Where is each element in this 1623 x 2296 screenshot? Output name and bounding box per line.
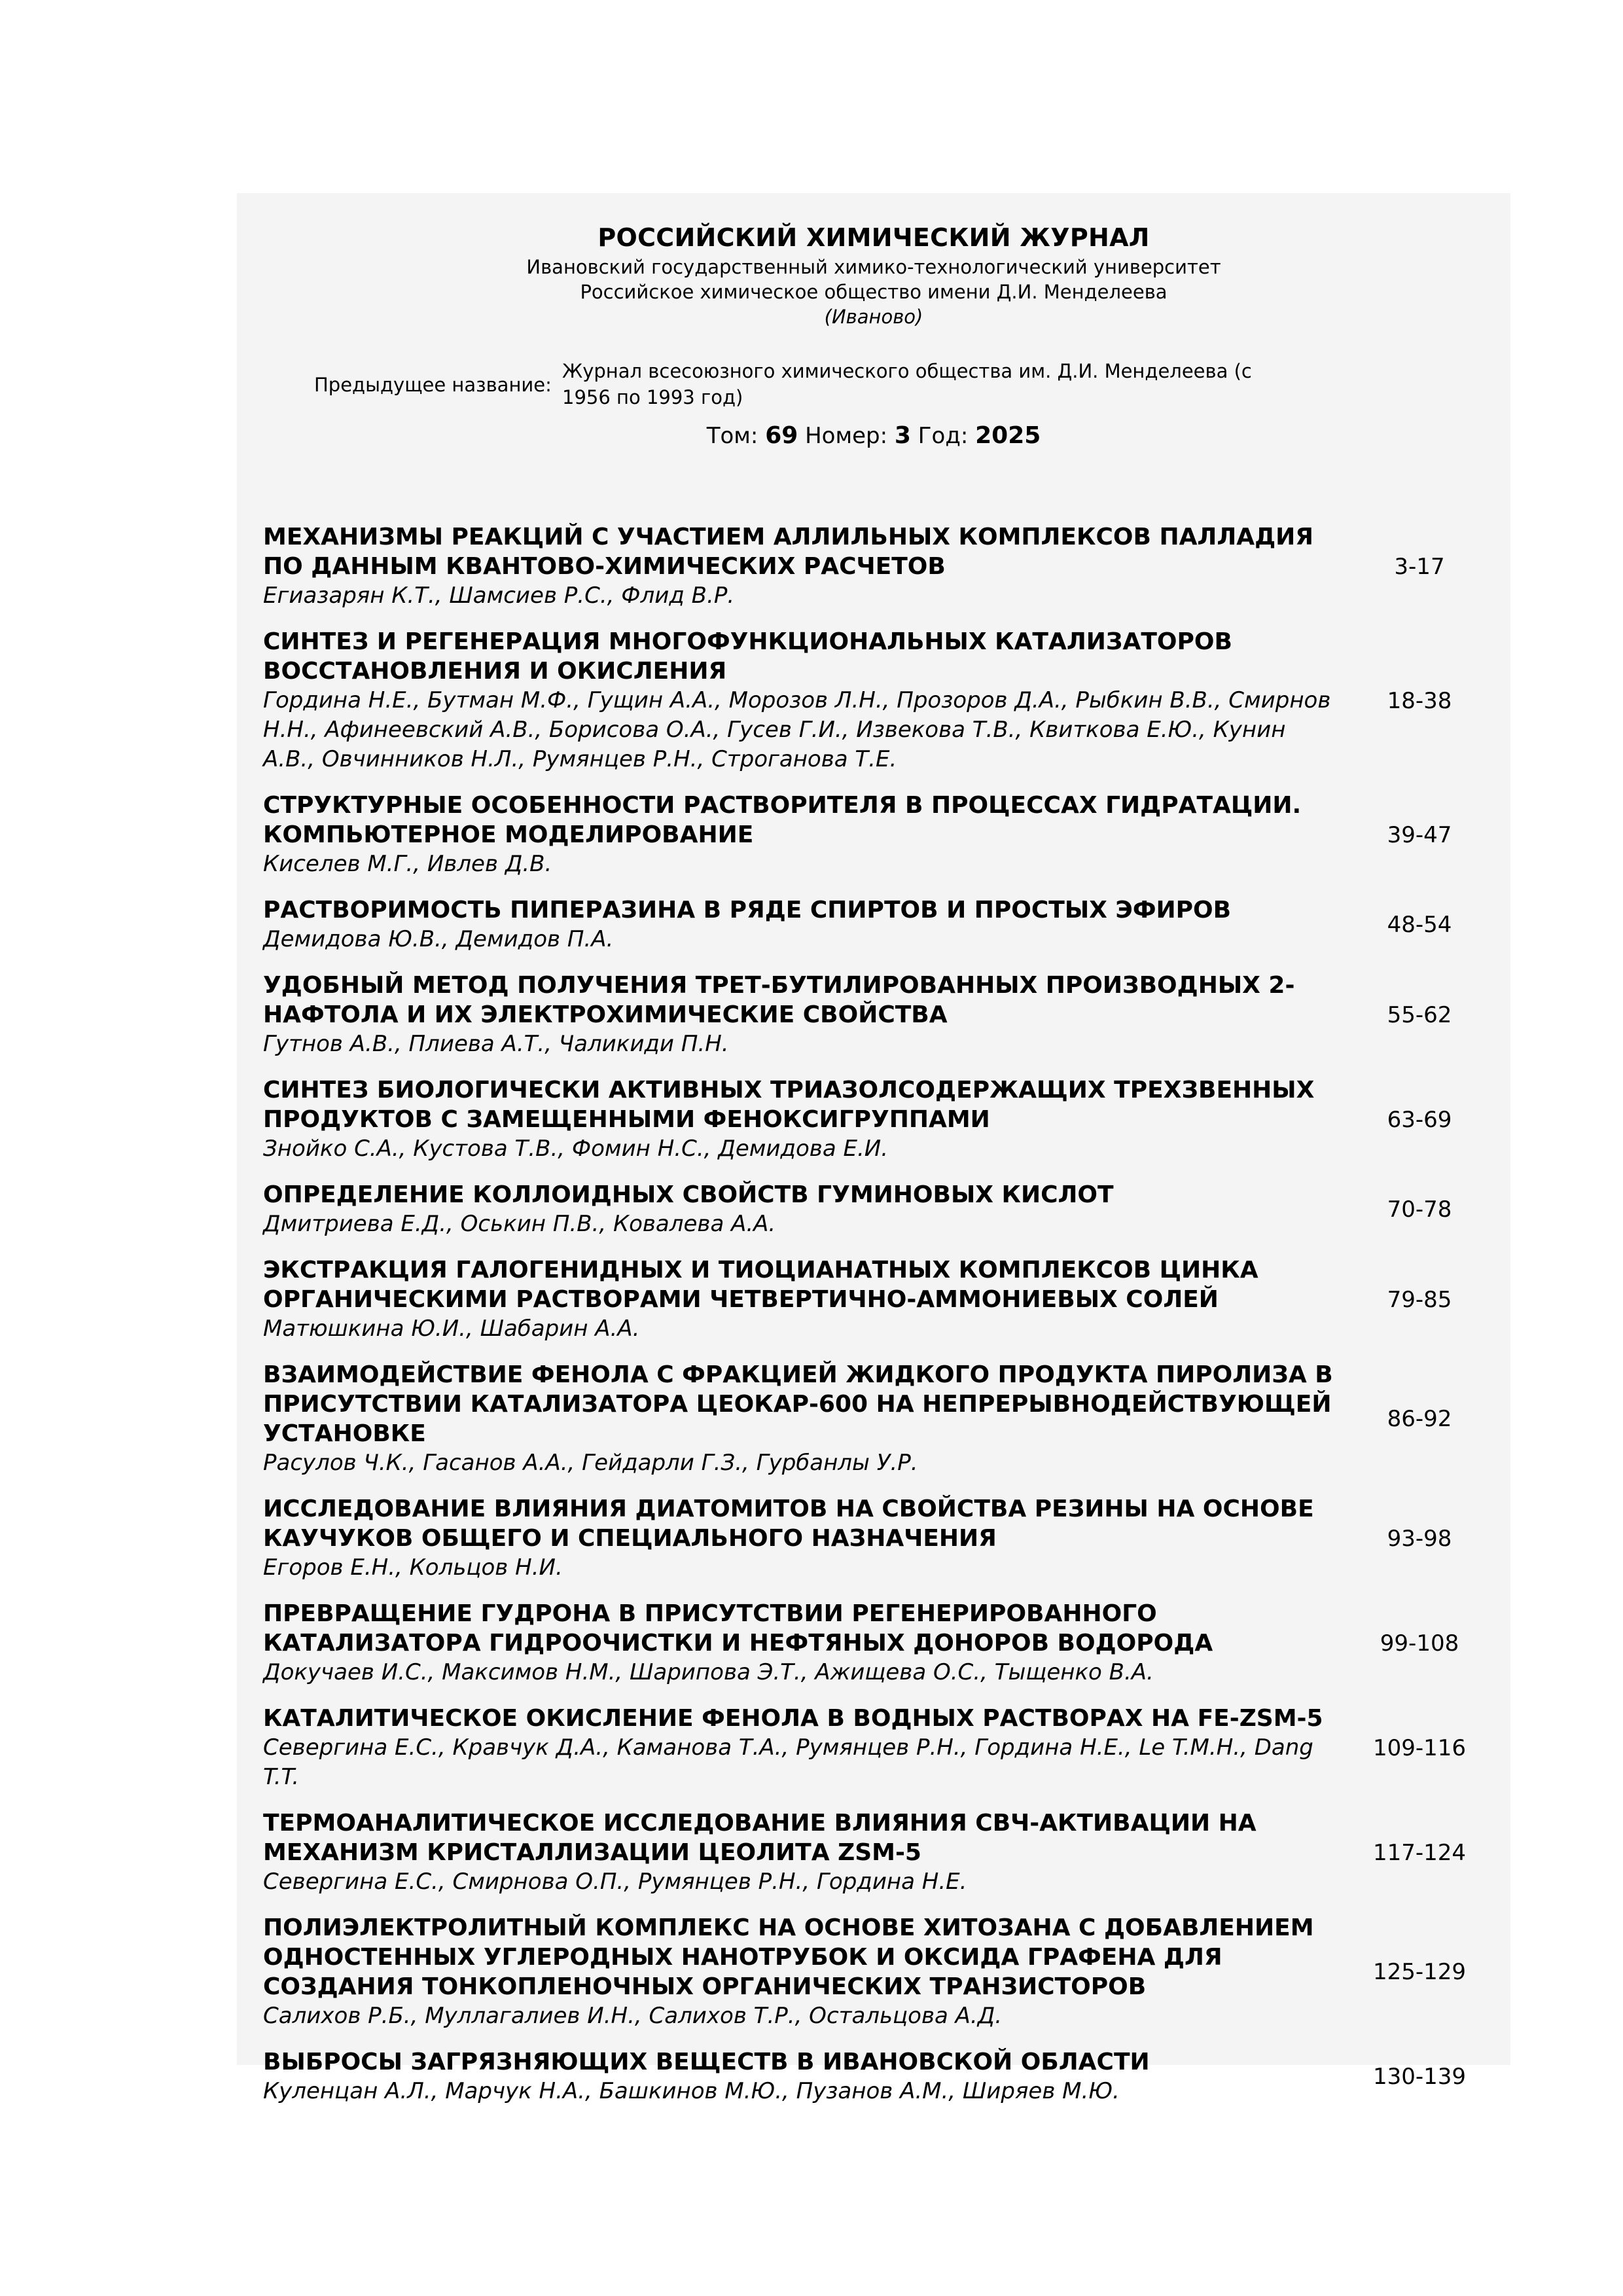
article-pages: 39-47 [1387, 821, 1452, 848]
toc-entry [263, 791, 1493, 879]
article-pages: 93-98 [1387, 1525, 1452, 1552]
toc-entry [263, 2047, 1493, 2106]
toc-entry [263, 895, 1493, 954]
article-authors: Севергина Е.С., Смирнова О.П., Румянцев Р.Н., Гордина Н.Е. [263, 1869, 967, 1895]
toc-entry-text [263, 791, 1336, 879]
article-authors: Дмитриева Е.Д., Оськин П.В., Ковалева А.А. [263, 1211, 776, 1237]
article-title[interactable]: ИССЛЕДОВАНИЕ ВЛИЯНИЯ ДИАТОМИТОВ НА СВОЙСТВА РЕЗИНЫ НА ОСНОВЕ КАУЧУКОВ ОБЩЕГО И СПЕЦИАЛЬНОГО НАЗНАЧЕНИЯ [263, 1496, 1314, 1552]
article-title[interactable]: КАТАЛИТИЧЕСКОЕ ОКИСЛЕНИЕ ФЕНОЛА В ВОДНЫХ РАСТВОРАХ НА FE-ZSM-5 [263, 1705, 1323, 1732]
article-authors: Гутнов А.В., Плиева А.Т., Чаликиди П.Н. [263, 1031, 729, 1057]
article-pages: 86-92 [1387, 1406, 1452, 1432]
publisher-university: Ивановский государственный химико-технологический университет [526, 256, 1221, 278]
article-title[interactable]: ЭКСТРАКЦИЯ ГАЛОГЕНИДНЫХ И ТИОЦИАНАТНЫХ КОМПЛЕКСОВ ЦИНКА ОРГАНИЧЕСКИМИ РАСТВОРАМИ ЧЕТВЕРТИЧНО-АММОНИЕВЫХ СОЛЕЙ [263, 1257, 1258, 1313]
volume-value: 69 [765, 422, 798, 449]
toc-entry-text [263, 895, 1336, 954]
article-title[interactable]: МЕХАНИЗМЫ РЕАКЦИЙ С УЧАСТИЕМ АЛЛИЛЬНЫХ КОМПЛЕКСОВ ПАЛЛАДИЯ ПО ДАННЫМ КВАНТОВО-ХИМИЧЕСКИХ РАСЧЕТОВ [263, 524, 1314, 580]
article-title[interactable]: ПОЛИЭЛЕКТРОЛИТНЫЙ КОМПЛЕКС НА ОСНОВЕ ХИТОЗАНА С ДОБАВЛЕНИЕМ ОДНОСТЕННЫХ УГЛЕРОДНЫХ НАНОТРУБОК И ОКСИДА ГРАФЕНА ДЛЯ СОЗДАНИЯ ТОНКОПЛЕНОЧНЫХ ОРГАНИЧЕСКИХ ТРАНЗИСТОРОВ [263, 1914, 1314, 2000]
number-label: Номер: [805, 423, 888, 449]
toc-entry-text [263, 1075, 1336, 1164]
issue-info [237, 422, 1510, 449]
toc-entry-text [263, 1494, 1336, 1583]
article-pages: 109-116 [1372, 1734, 1467, 1761]
publisher-society: Российское химическое общество имени Д.И. Менделеева [580, 281, 1168, 303]
publisher-city: (Иваново) [824, 306, 923, 328]
toc-entry-text [263, 971, 1336, 1059]
article-authors: Куленцан А.Л., Марчук Н.А., Башкинов М.Ю., Пузанов А.М., Ширяев М.Ю. [263, 2078, 1120, 2104]
article-pages: 63-69 [1387, 1106, 1452, 1133]
article-authors: Демидова Ю.В., Демидов П.А. [263, 926, 614, 952]
toc-entry [263, 971, 1493, 1059]
article-pages: 55-62 [1387, 1001, 1452, 1028]
toc-entry-text [263, 522, 1336, 611]
toc-entry [263, 1075, 1493, 1164]
number-value: 3 [894, 422, 911, 449]
article-pages: 79-85 [1387, 1286, 1452, 1313]
article-authors: Расулов Ч.К., Гасанов А.А., Гейдарли Г.З., Гурбанлы У.Р. [263, 1450, 918, 1476]
toc-entry [263, 1704, 1493, 1792]
toc-entry [263, 1360, 1493, 1478]
toc-entry-text [263, 1360, 1336, 1478]
article-authors: Матюшкина Ю.И., Шабарин А.А. [263, 1316, 640, 1342]
article-title[interactable]: ОПРЕДЕЛЕНИЕ КОЛЛОИДНЫХ СВОЙСТВ ГУМИНОВЫХ КИСЛОТ [263, 1181, 1114, 1208]
toc-entry [263, 1255, 1493, 1344]
article-authors: Салихов Р.Б., Муллагалиев И.Н., Салихов Т.Р., Остальцова А.Д. [263, 2003, 1003, 2029]
article-pages: 117-124 [1372, 1839, 1467, 1866]
table-of-contents [263, 522, 1493, 2123]
previous-name-value: Журнал всесоюзного химического общества им. Д.И. Менделеева (с 1956 по 1993 год) [562, 360, 1252, 408]
toc-entry [263, 1913, 1493, 2031]
article-pages: 18-38 [1387, 687, 1452, 714]
article-authors: Докучаев И.С., Максимов Н.М., Шарипова Э.Т., Ажищева О.С., Тыщенко В.А. [263, 1659, 1154, 1685]
year-value: 2025 [975, 422, 1041, 449]
article-authors: Егоров Е.Н., Кольцов Н.И. [263, 1554, 563, 1581]
article-pages: 99-108 [1380, 1630, 1459, 1657]
journal-panel [237, 193, 1510, 2104]
toc-entry [263, 1180, 1493, 1239]
toc-entry [263, 1494, 1493, 1583]
article-authors: Киселев М.Г., Ивлев Д.В. [263, 851, 552, 877]
toc-entry-text [263, 627, 1336, 774]
article-pages: 3-17 [1394, 553, 1445, 580]
toc-entry [263, 627, 1493, 774]
article-title[interactable]: ТЕРМОАНАЛИТИЧЕСКОЕ ИССЛЕДОВАНИЕ ВЛИЯНИЯ СВЧ-АКТИВАЦИИ НА МЕХАНИЗМ КРИСТАЛЛИЗАЦИИ ЦЕОЛИТА ZSM-5 [263, 1810, 1257, 1866]
volume-label: Том: [706, 423, 758, 449]
article-authors: Егиазарян К.Т., Шамсиев Р.С., Флид В.Р. [263, 583, 735, 609]
toc-entry [263, 522, 1493, 611]
article-title[interactable]: СТРУКТУРНЫЕ ОСОБЕННОСТИ РАСТВОРИТЕЛЯ В ПРОЦЕССАХ ГИДРАТАЦИИ. КОМПЬЮТЕРНОЕ МОДЕЛИРОВАНИЕ [263, 792, 1302, 848]
previous-name-label: Предыдущее название: [314, 374, 552, 396]
article-authors: Севергина Е.С., Кравчук Д.А., Каманова Т.А., Румянцев Р.Н., Гордина Н.Е., Le T.M.H., Dang T.T. [263, 1734, 1313, 1790]
article-pages: 70-78 [1387, 1196, 1452, 1223]
article-title[interactable]: УДОБНЫЙ МЕТОД ПОЛУЧЕНИЯ ТРЕТ-БУТИЛИРОВАННЫХ ПРОИЗВОДНЫХ 2-НАФТОЛА И ИХ ЭЛЕКТРОХИМИЧЕСКИЕ СВОЙСТВА [263, 972, 1295, 1028]
toc-entry-text [263, 1599, 1336, 1687]
article-title[interactable]: ВЫБРОСЫ ЗАГРЯЗНЯЮЩИХ ВЕЩЕСТВ В ИВАНОВСКОЙ ОБЛАСТИ [263, 2049, 1150, 2075]
article-title[interactable]: ПРЕВРАЩЕНИЕ ГУДРОНА В ПРИСУТСТВИИ РЕГЕНЕРИРОВАННОГО КАТАЛИЗАТОРА ГИДРООЧИСТКИ И НЕФТЯНЫХ ДОНОРОВ ВОДОРОДА [263, 1600, 1213, 1657]
article-title[interactable]: СИНТЕЗ БИОЛОГИЧЕСКИ АКТИВНЫХ ТРИАЗОЛСОДЕРЖАЩИХ ТРЕХЗВЕННЫХ ПРОДУКТОВ С ЗАМЕЩЕННЫМИ ФЕНОКСИГРУППАМИ [263, 1077, 1315, 1133]
article-title[interactable]: СИНТЕЗ И РЕГЕНЕРАЦИЯ МНОГОФУНКЦИОНАЛЬНЫХ КАТАЛИЗАТОРОВ ВОССТАНОВЛЕНИЯ И ОКИСЛЕНИЯ [263, 628, 1232, 685]
article-authors: Знойко С.А., Кустова Т.В., Фомин Н.С., Демидова Е.И. [263, 1136, 889, 1162]
article-pages: 125-129 [1372, 1959, 1467, 1985]
article-authors: Гордина Н.Е., Бутман М.Ф., Гущин А.А., Морозов Л.Н., Прозоров Д.А., Рыбкин В.В., Смирнов Н.Н., Афинеевский А.В., Борисова О.А., Гусев Г.И., Извекова Т.В., Квиткова Е.Ю., Кунин А.В., Овчинников Н.Л., Румянцев Р.Н., Строганова Т.Е. [263, 687, 1331, 772]
article-title[interactable]: ВЗАИМОДЕЙСТВИЕ ФЕНОЛА С ФРАКЦИЕЙ ЖИДКОГО ПРОДУКТА ПИРОЛИЗА В ПРИСУТСТВИИ КАТАЛИЗАТОРА ЦЕОКАР-600 НА НЕПРЕРЫВНОДЕЙСТВУЮЩЕЙ УСТАНОВКЕ [263, 1361, 1333, 1447]
article-pages: 130-139 [1372, 2064, 1467, 2090]
article-title[interactable]: РАСТВОРИМОСТЬ ПИПЕРАЗИНА В РЯДЕ СПИРТОВ И ПРОСТЫХ ЭФИРОВ [263, 897, 1232, 924]
journal-title: РОССИЙСКИЙ ХИМИЧЕСКИЙ ЖУРНАЛ [597, 223, 1150, 252]
toc-entry-text [263, 1704, 1336, 1792]
year-label: Год: [918, 423, 969, 449]
toc-entry-text [263, 2047, 1336, 2106]
toc-entry [263, 1808, 1493, 1897]
toc-entry-text [263, 1808, 1336, 1897]
toc-entry-text [263, 1255, 1336, 1344]
toc-entry-text [263, 1180, 1336, 1239]
toc-entry-text [263, 1913, 1336, 2031]
article-pages: 48-54 [1387, 912, 1452, 938]
toc-entry [263, 1599, 1493, 1687]
